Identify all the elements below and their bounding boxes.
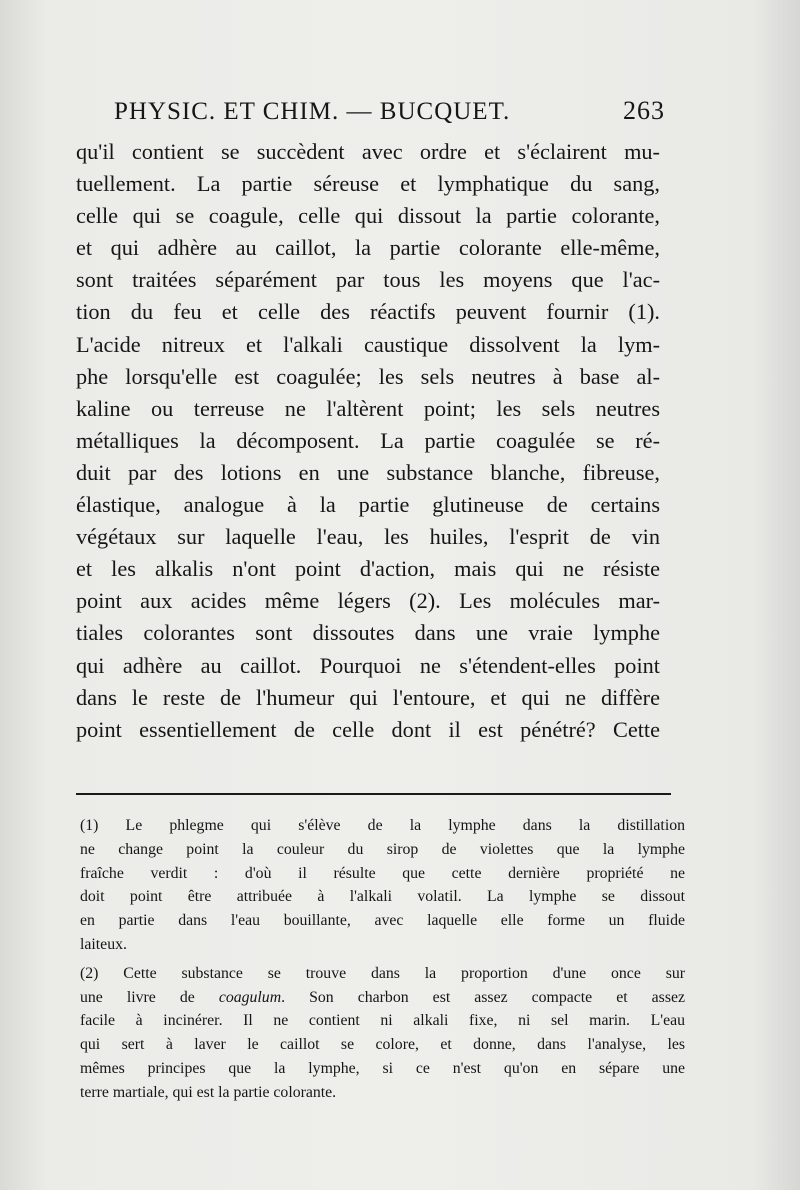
text-line: sont traitées séparément par tous les moyens que l'ac-	[76, 267, 660, 293]
text-line: tiales colorantes sont dissoutes dans une vraie lymphe	[76, 620, 660, 646]
footnote-line: (1) Le phlegme qui s'élève de la lymphe dans la distillation	[80, 817, 685, 834]
main-text	[76, 136, 660, 746]
text-line: végétaux sur laquelle l'eau, les huiles, l'esprit de vin	[76, 524, 660, 550]
text-line: tuellement. La partie séreuse et lymphatique du sang,	[76, 171, 660, 197]
text-line: point essentiellement de celle dont il est pénétré? Cette	[76, 716, 660, 742]
text-line: celle qui se coagule, celle qui dissout la partie colorante,	[76, 203, 660, 229]
footnote-line: mêmes principes que la lymphe, si ce n'est qu'on en sépare une	[80, 1059, 685, 1077]
footnote-2	[80, 962, 685, 1105]
text-line: L'acide nitreux et l'alkali caustique dissolvent la lym-	[76, 331, 660, 357]
text-line: et qui adhère au caillot, la partie colorante elle-même,	[76, 235, 660, 261]
footnote-line: ne change point la couleur du sirop de violettes que la lymphe	[80, 840, 685, 858]
text-line: phe lorsqu'elle est coagulée; les sels neutres à base al-	[76, 363, 660, 389]
text-line: duit par des lotions en une substance blanche, fibreuse,	[76, 459, 660, 485]
footnote-text: . Son charbon est assez compacte et assez	[281, 988, 685, 1006]
running-title: PHYSIC. ET CHIM. — BUCQUET.	[114, 98, 511, 125]
footnote-rule	[76, 793, 671, 795]
footnote-line: doit point être attribuée à l'alkali volatil. La lymphe se dissout	[80, 888, 685, 906]
text-line: et les alkalis n'ont point d'action, mais qui ne résiste	[76, 556, 660, 582]
footnote-line: qui sert à laver le caillot se colore, et donne, dans l'analyse, les	[80, 1036, 685, 1054]
text-line: qui adhère au caillot. Pourquoi ne s'étendent-elles point	[76, 652, 660, 678]
page-number: 263	[623, 96, 665, 125]
footnote-line: facile à incinérer. Il ne contient ni alkali fixe, ni sel marin. L'eau	[80, 1012, 685, 1030]
footnote-line: en partie dans l'eau bouillante, avec laquelle elle forme un fluide	[80, 912, 685, 930]
running-head	[100, 96, 665, 136]
footnote-line: terre martiale, qui est la partie colorante.	[80, 1083, 337, 1101]
footnotes	[80, 814, 685, 1105]
footnote-line: laiteux.	[80, 935, 127, 953]
text-line: point aux acides même légers (2). Les molécules mar-	[76, 588, 660, 614]
footnote-1	[80, 814, 685, 957]
footnote-line: (2) Cette substance se trouve dans la proportion d'une once sur	[80, 964, 685, 982]
footnote-text: une livre de	[80, 988, 219, 1006]
footnote-line: fraîche verdit : d'où il résulte que cette dernière propriété ne	[80, 864, 685, 882]
text-line: métalliques la décomposent. La partie coagulée se ré-	[76, 427, 660, 453]
text-line: qu'il contient se succèdent avec ordre et s'éclairent mu-	[76, 139, 660, 164]
footnote-line	[80, 986, 685, 1010]
text-line: dans le reste de l'humeur qui l'entoure, et qui ne diffère	[76, 684, 660, 710]
text-line: tion du feu et celle des réactifs peuvent fournir (1).	[76, 299, 660, 325]
text-line: élastique, analogue à la partie glutineuse de certains	[76, 492, 660, 518]
text-line: kaline ou terreuse ne l'altèrent point; les sels neutres	[76, 395, 660, 421]
latin-term: coagulum	[218, 988, 282, 1006]
